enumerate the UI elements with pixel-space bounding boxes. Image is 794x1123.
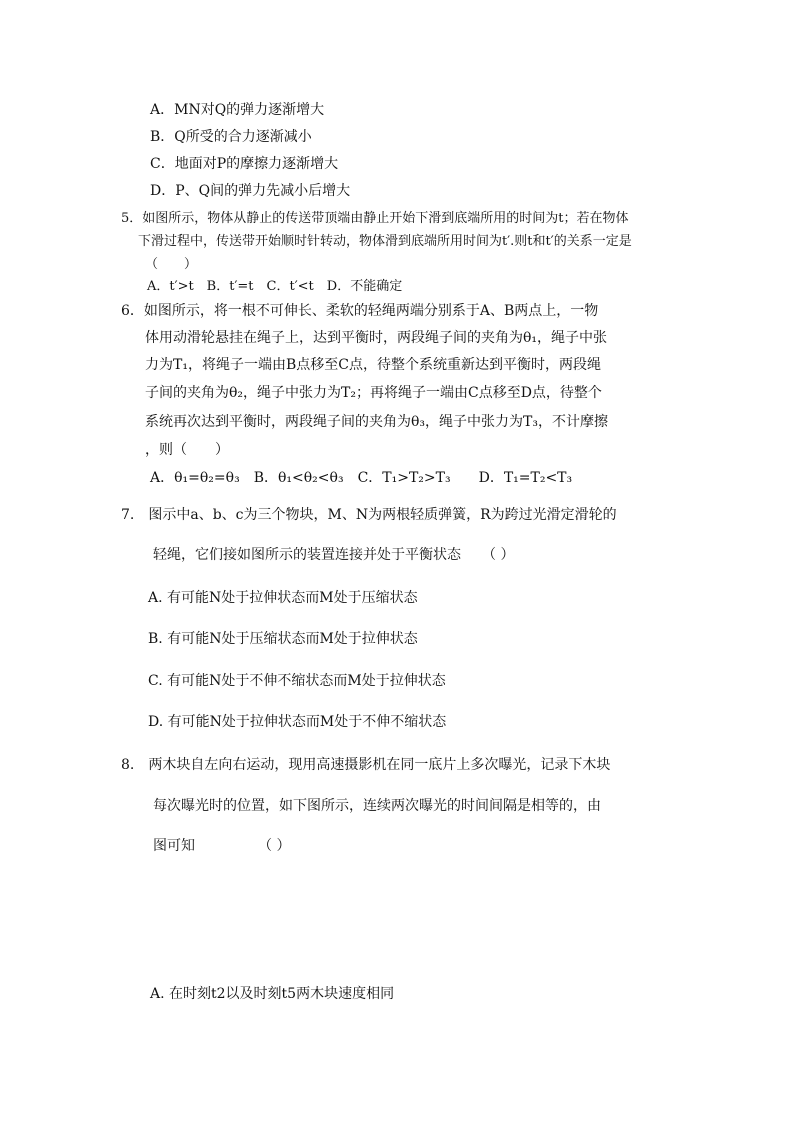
q7-option-a: A. 有可能N处于拉伸状态而M处于压缩状态 (148, 590, 418, 606)
q7-line-2: 轻绳，它们接如图所示的装置连接并处于平衡状态 （ ） (153, 547, 515, 563)
q8-option-a: A. 在时刻t2以及时刻t5两木块速度相同 (150, 986, 395, 1002)
q5-options: A．t′>t B．t′=t C．t′<t D．不能确定 (147, 279, 403, 294)
q4-option-b: B．Q所受的合力逐渐减小 (150, 129, 312, 145)
q6-line-4: 子间的夹角为θ₂，绳子中张力为T₂；再将绳子一端由C点移至D点，待整个 (145, 385, 602, 401)
q7-line-1: 7. 图示中a、b、c为三个物块，M、N为两根轻质弹簧，R为跨过光滑定滑轮的 (121, 507, 617, 523)
q8-line-2: 每次曝光时的位置，如下图所示，连续两次曝光的时间间隔是相等的，由 (153, 798, 601, 814)
q6-options: A．θ₁=θ₂=θ₃ B．θ₁<θ₂<θ₃ C．T₁>T₂>T₃ D．T₁=T₂<T₃ (150, 470, 573, 486)
q4-option-d: D．P、Q间的弹力先减小后增大 (150, 183, 351, 199)
q6-line-6: ，则（ ） (145, 442, 229, 458)
q6-line-2: 体用动滑轮悬挂在绳子上，达到平衡时，两段绳子间的夹角为θ₁，绳子中张 (145, 330, 608, 346)
q7-option-c: C. 有可能N处于不伸不缩状态而M处于拉伸状态 (148, 673, 446, 689)
q5-line-2: 下滑过程中，传送带开始顺时针转动，物体滑到底端所用时间为t′.则t和t′的关系一定是 (138, 234, 632, 249)
q6-line-1: 6．如图所示，将一根不可伸长、柔软的轻绳两端分别系于A、B两点上，一物 (121, 303, 599, 319)
q5-line-3: （ ） (145, 257, 198, 272)
q5-line-1: 5．如图所示，物体从静止的传送带顶端由静止开始下滑到底端所用的时间为t；若在物体 (121, 211, 629, 226)
q4-option-a: A．MN对Q的弹力逐渐增大 (150, 102, 325, 118)
q4-option-c: C．地面对P的摩擦力逐渐增大 (150, 156, 339, 172)
q7-option-b: B. 有可能N处于压缩状态而M处于拉伸状态 (148, 631, 418, 647)
q6-line-5: 系统再次达到平衡时，两段绳子间的夹角为θ₃，绳子中张力为T₃，不计摩擦 (145, 414, 608, 430)
q8-line-3: 图可知 （ ） (153, 838, 291, 854)
q7-option-d: D. 有可能N处于拉伸状态而M处于不伸不缩状态 (148, 714, 447, 730)
q6-line-3: 力为T₁，将绳子一端由B点移至C点，待整个系统重新达到平衡时，两段绳 (145, 357, 601, 373)
q8-line-1: 8. 两木块自左向右运动，现用高速摄影机在同一底片上多次曝光，记录下木块 (121, 757, 611, 773)
